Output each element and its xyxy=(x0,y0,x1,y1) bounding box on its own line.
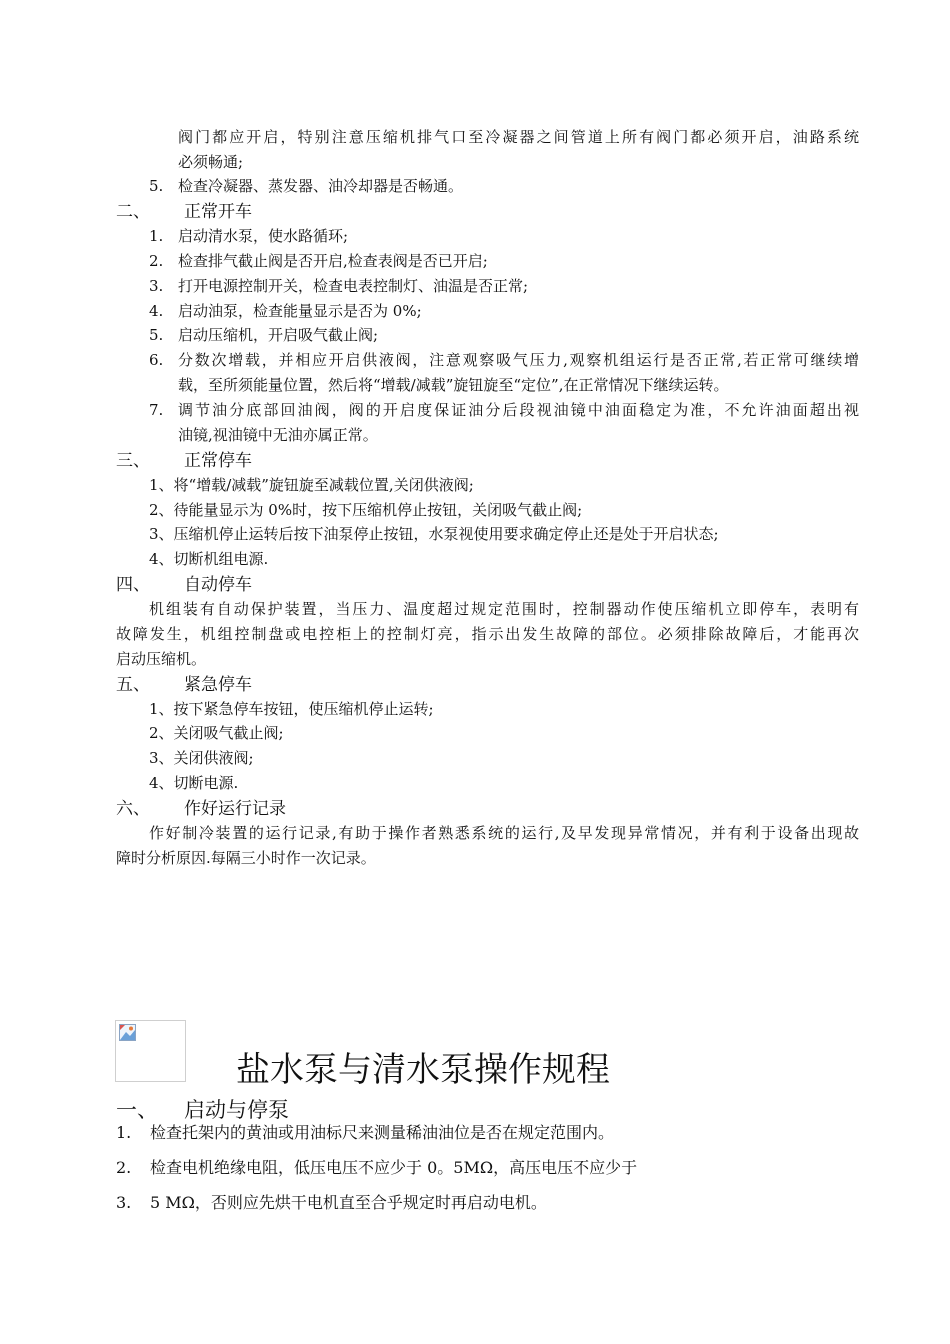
list-item xyxy=(149,350,859,370)
list-text: 调节油分底部回油阀，阀的开启度保证油分后段视油镜中油面稳定为准，不允许油面超出视 xyxy=(178,401,859,419)
section-number: 五、 xyxy=(116,675,150,695)
section-number: 一、 xyxy=(116,1098,158,1122)
list-item: 2、待能量显示为 0%时，按下压缩机停止按钮，关闭吸气截止阀; xyxy=(149,501,583,519)
list-number: 1. xyxy=(116,1123,132,1142)
list-number: 2. xyxy=(116,1158,132,1177)
section-title: 作好运行记录 xyxy=(184,799,286,819)
list-item: 4、切断机组电源. xyxy=(149,550,269,568)
list-item: 4、切断电源. xyxy=(149,774,239,792)
section-heading xyxy=(116,574,252,596)
document-title: 盐水泵与清水泵操作规程 xyxy=(236,1050,610,1090)
list-number: 4. xyxy=(149,302,164,320)
section-heading xyxy=(116,798,286,820)
list-text: 检查冷凝器、蒸发器、油冷却器是否畅通。 xyxy=(178,177,464,195)
section-number: 四、 xyxy=(116,575,150,595)
paragraph-line: 障时分析原因.每隔三小时作一次记录。 xyxy=(116,849,376,867)
paragraph-line: 作好制冷装置的运行记录,有助于操作者熟悉系统的运行,及早发现异常情况，并有利于设备出现故 xyxy=(149,824,859,842)
list-number: 3. xyxy=(116,1193,132,1212)
list-item xyxy=(149,325,378,345)
list-item: 3、关闭供液阀; xyxy=(149,749,254,767)
paragraph-line: 故障发生，机组控制盘或电控柜上的控制灯亮，指示出发生故障的部位。必须排除故障后，才能再次 xyxy=(116,625,859,643)
list-text: 检查托架内的黄油或用油标尺来测量稀油油位是否在规定范围内。 xyxy=(150,1123,615,1142)
list-item: 3、压缩机停止运转后按下油泵停止按钮，水泵视使用要求确定停止还是处于开启状态; xyxy=(149,525,719,543)
section-title: 正常开车 xyxy=(184,202,252,222)
list-text: 打开电源控制开关，检查电表控制灯、油温是否正常; xyxy=(178,277,529,295)
list-number: 5. xyxy=(149,177,164,195)
list-text: 启动压缩机，开启吸气截止阀; xyxy=(178,326,379,344)
section-number: 二、 xyxy=(116,202,150,222)
list-text-continuation: 载，至所须能量位置，然后将“增载/减载”旋钮旋至“定位”,在正常情况下继续运转。 xyxy=(178,376,729,394)
section-heading xyxy=(116,1097,289,1123)
paragraph-line: 机组装有自动保护装置，当压力、温度超过规定范围时，控制器动作使压缩机立即停车，表明有 xyxy=(149,600,859,618)
list-number: 5. xyxy=(149,326,164,344)
list-text: 启动油泵，检查能量显示是否为 0%; xyxy=(178,302,422,320)
section-title: 紧急停车 xyxy=(184,675,252,695)
section-heading xyxy=(116,674,252,696)
list-item xyxy=(149,251,488,271)
list-item: 1、将“增载/减载”旋钮旋至减载位置,关闭供液阀; xyxy=(149,476,474,494)
list-text-continuation: 油镜,视油镜中无油亦属正常。 xyxy=(178,426,378,444)
list-item xyxy=(149,400,859,420)
section-title: 自动停车 xyxy=(184,575,252,595)
list-item xyxy=(149,276,528,296)
list-item xyxy=(116,1122,614,1144)
section-title: 正常停车 xyxy=(184,451,252,471)
list-text: 5 MΩ，否则应先烘干电机直至合乎规定时再启动电机。 xyxy=(150,1193,547,1212)
image-placeholder xyxy=(115,1020,186,1082)
broken-image-icon xyxy=(119,1024,136,1041)
list-number: 7. xyxy=(149,401,164,419)
list-text: 分数次增载，并相应开启供液阀，注意观察吸气压力,观察机组运行是否正常,若正常可继续增 xyxy=(178,351,859,369)
section-title: 启动与停泵 xyxy=(184,1098,289,1122)
list-text: 检查排气截止阀是否开启,检查表阀是否已开启; xyxy=(178,252,488,270)
list-item xyxy=(116,1192,547,1214)
list-number: 2. xyxy=(149,252,164,270)
section-number: 三、 xyxy=(116,451,150,471)
list-item xyxy=(116,1157,637,1179)
list-item: 1、按下紧急停车按钮，使压缩机停止运转; xyxy=(149,700,434,718)
list-item xyxy=(149,226,348,246)
list-item: 2、关闭吸气截止阀; xyxy=(149,724,284,742)
section-number: 六、 xyxy=(116,799,150,819)
list-text: 检查电机绝缘电阻，低压电压不应少于 0。5MΩ，高压电压不应少于 xyxy=(150,1158,638,1177)
list-text: 启动清水泵，使水路循环; xyxy=(178,227,349,245)
list-number: 3. xyxy=(149,277,164,295)
paragraph-line: 启动压缩机。 xyxy=(116,650,207,668)
paragraph-line: 阀门都应开启，特别注意压缩机排气口至冷凝器之间管道上所有阀门都必须开启，油路系统 xyxy=(178,128,859,146)
list-number: 1. xyxy=(149,227,164,245)
section-heading xyxy=(116,201,252,223)
list-number: 6. xyxy=(149,351,164,369)
paragraph-line: 必须畅通; xyxy=(178,153,244,171)
list-item xyxy=(149,176,463,196)
section-heading xyxy=(116,450,252,472)
list-item xyxy=(149,301,422,321)
